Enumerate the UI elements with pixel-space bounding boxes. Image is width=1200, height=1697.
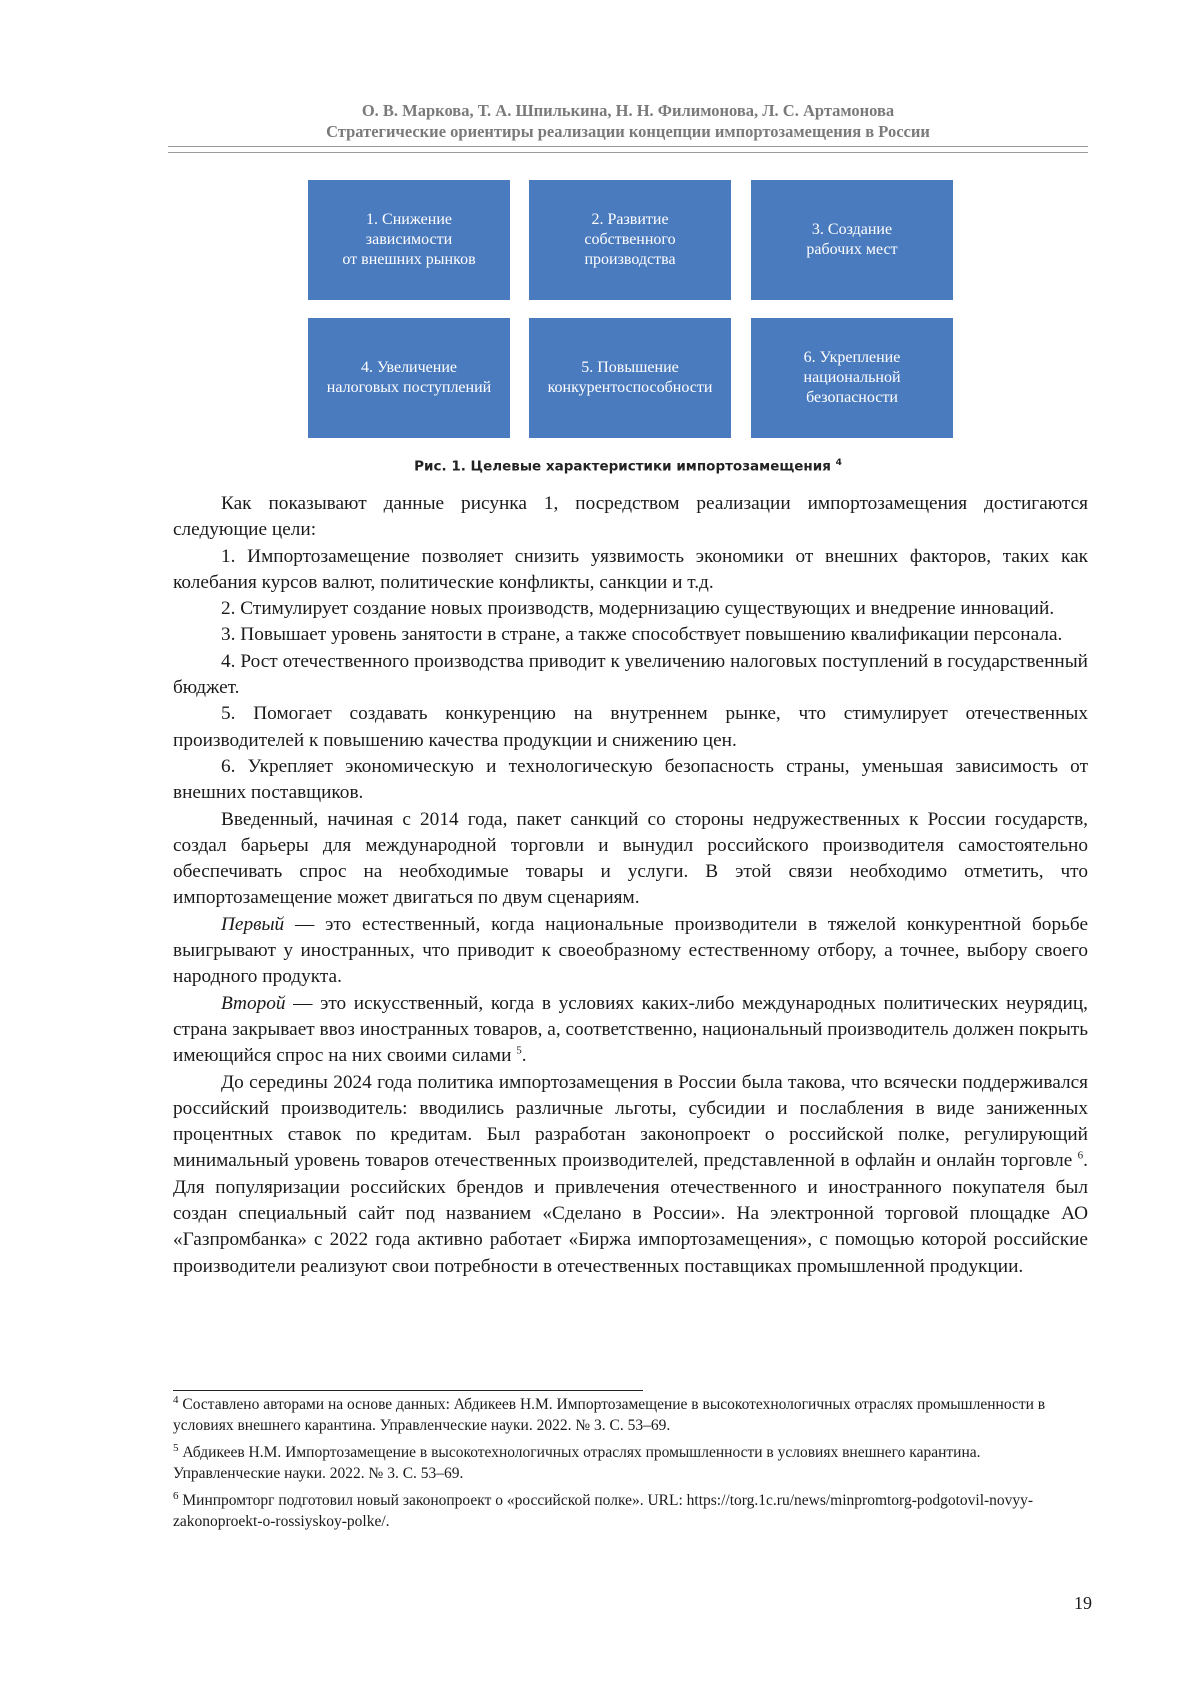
first-scenario-term: Первый <box>221 913 285 935</box>
paragraph-intro: Как показывают данные рисунка 1, посредством реализации импортозамещения достигаются следующие цели: <box>173 493 1088 541</box>
footnote-4 <box>173 1394 1088 1436</box>
diagram-box-3: 3. Создание рабочих мест <box>751 180 953 300</box>
footnote-6-text: Минпромторг подготовил новый законопроект о «российской полке». URL: https://torg.1c.ru/news/minpromtorg-podgotovil-novyy-zakonoproekt-o-rossiyskoy-polke/. <box>173 1492 1034 1530</box>
diagram-box-6: 6. Укрепление национальной безопасности <box>751 318 953 438</box>
paragraph-sanctions: Введенный, начиная с 2014 года, пакет санкций со стороны недружественных к России государств, создал барьеры для международной торговли и вынудил российского производителя самостоятельно обеспечивать спрос на необходимые товары и услуги. В этой связи необходимо отметить, что импортозамещение может двигаться по двум сценариям. <box>173 808 1088 909</box>
paragraph-goal-2: 2. Стимулирует создание новых производств, модернизацию существующих и внедрение инноваций. <box>221 598 1055 620</box>
second-scenario-end: . <box>521 1045 527 1067</box>
second-scenario-text: — это искусственный, когда в условиях каких-либо международных политических неурядиц, страна закрывает ввоз иностранных товаров, а, соответственно, национальный производитель должен покрыть имеющийся спрос на них своими силами <box>173 992 1088 1067</box>
running-header <box>168 100 1088 142</box>
figure-1-diagram <box>308 180 953 438</box>
header-authors: О. В. Маркова, Т. А. Шпилькина, Н. Н. Филимонова, Л. С. Артамонова <box>361 101 895 120</box>
footnote-divider <box>173 1390 643 1391</box>
paragraph-goal-5: 5. Помогает создавать конкуренцию на внутреннем рынке, что стимулирует отечественных производителей к повышению качества продукции и снижению цен. <box>173 703 1088 751</box>
figure-caption <box>168 458 1088 475</box>
footnotes <box>173 1394 1088 1538</box>
footnote-5 <box>173 1442 1088 1484</box>
diagram-box-4: 4. Увеличение налоговых поступлений <box>308 318 510 438</box>
main-body-text <box>173 491 1088 1280</box>
diagram-box-2: 2. Развитие собственного производства <box>529 180 731 300</box>
header-divider-second <box>168 152 1088 153</box>
policy-text-b: . Для популяризации российских брендов и привлечения отечественного и иностранного покупателя был создан специальный сайт под названием «Сделано в России». На электронной торговой площадке АО «Газпромбанка» с 2022 года активно работает «Биржа импортозамещения», с помощью которой российские производители реализуют свои потребности в отечественных поставщиках промышленной продукции. <box>173 1150 1088 1277</box>
footnote-5-text: Абдикеев Н.М. Импортозамещение в высокотехнологичных отраслях промышленности в условиях внешнего карантина. Управленческие науки. 2022. № 3. С. 53–69. <box>173 1444 981 1482</box>
paragraph-first-scenario <box>173 912 1088 991</box>
paragraph-goal-6: 6. Укрепляет экономическую и технологическую безопасность страны, уменьшая зависимость от внешних поставщиков. <box>173 755 1088 804</box>
footnote-4-text: Составлено авторами на основе данных: Абдикеев Н.М. Импортозамещение в высокотехнологичных отраслях промышленности в условиях внешнего карантина. Управленческие науки. 2022. № 3. С. 53–69. <box>173 1396 1046 1434</box>
paragraph-goal-4: 4. Рост отечественного производства приводит к увеличению налоговых поступлений в государственный бюджет. <box>173 650 1088 699</box>
policy-text-a: До середины 2024 года политика импортозамещения в России была такова, что всячески поддерживался российский производитель: вводились различные льготы, субсидии и послабления в виде заниженных процентных ставок по кредитам. Был разработан законопроект о российской полке, регулирующий минимальный уровень товаров отечественных производителей, представленной в офлайн и онлайн торговле <box>173 1071 1088 1172</box>
first-scenario-text: — это естественный, когда национальные производители в тяжелой конкурентной борьбе выигрывают у иностранных, что приводит к своеобразному естественному отбору, а точнее, выбору своего народного продукта. <box>173 913 1088 988</box>
footnote-4-number: 4 <box>173 1393 179 1406</box>
paragraph-goal-3: 3. Повышает уровень занятости в стране, а также способствует повышению квалификации персонала. <box>221 624 1063 646</box>
footnote-6 <box>173 1490 1088 1532</box>
figure-caption-footnote-ref: 4 <box>835 458 842 468</box>
page-number: 19 <box>1074 1593 1092 1613</box>
footnote-5-number: 5 <box>173 1441 179 1454</box>
header-divider <box>168 146 1088 147</box>
diagram-box-5: 5. Повышение конкурентоспособности <box>529 318 731 438</box>
figure-caption-text: Рис. 1. Целевые характеристики импортозамещения <box>414 458 831 475</box>
paragraph-policy <box>173 1070 1088 1280</box>
footnote-ref-6: 6 <box>1077 1150 1084 1162</box>
footnote-ref-5: 5 <box>516 1044 522 1057</box>
header-title: Стратегические ориентиры реализации концепции импортозамещения в России <box>326 122 930 141</box>
paragraph-goal-1: 1. Импортозамещение позволяет снизить уязвимость экономики от внешних факторов, таких как колебания курсов валют, политические конфликты, санкции и т.д. <box>173 545 1088 593</box>
paragraph-second-scenario <box>173 991 1088 1070</box>
second-scenario-term: Второй <box>221 992 286 1014</box>
diagram-box-1: 1. Снижение зависимости от внешних рынков <box>308 180 510 300</box>
footnote-6-number: 6 <box>173 1489 179 1502</box>
